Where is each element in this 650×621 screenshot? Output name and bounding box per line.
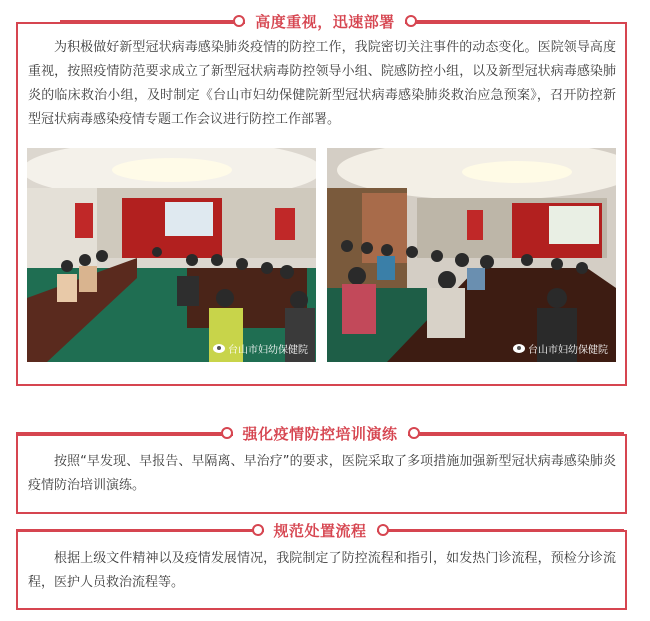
section-3-header [16,520,624,540]
circle-ornament-icon [233,15,245,27]
section-2-header [16,423,624,443]
wechat-icon [213,344,225,353]
divider [60,20,233,22]
meeting-photo-1 [27,148,316,362]
section-1-text: 为积极做好新型冠状病毒感染肺炎疫情的防控工作，我院密切关注事件的动态变化。医院领导高度重视，按照疫情防范要求成立了新型冠状病毒防控领导小组、院感防控小组，以及新型冠状病毒感染肺炎的临床救治小组，及时制定《台山市妇幼保健院新型冠状病毒感染肺炎救治应急预案》，召开防控新型冠状病毒感染疫情专题工作会议进行防控工作部署。 [28,40,616,127]
section-1-title: 高度重视，迅速部署 [245,11,405,32]
wechat-icon [513,344,525,353]
divider [16,529,252,531]
watermark-text: 台山市妇幼保健院 [528,345,608,356]
section-3-text: 根据上级文件精神以及疫情发展情况，我院制定了防控流程和指引，如发热门诊流程，预检分诊流程，医护人员救治流程等。 [28,551,616,590]
watermark-text: 台山市妇幼保健院 [228,345,308,356]
section-2-title: 强化疫情防控培训演练 [233,423,408,444]
circle-ornament-icon [377,524,389,536]
divider [417,20,590,22]
photo-2-watermark [513,341,608,356]
section-3-title: 规范处置流程 [264,520,377,541]
divider [420,432,625,434]
circle-ornament-icon [408,427,420,439]
divider [389,529,625,531]
meeting-room-illustration [27,148,316,362]
meeting-photo-2 [327,148,616,362]
divider [16,432,221,434]
meeting-room-illustration [327,148,616,362]
section-2-text: 按照“早发现、早报告、早隔离、早治疗”的要求，医院采取了多项措施加强新型冠状病毒感染肺炎疫情防治培训演练。 [28,454,616,493]
circle-ornament-icon [221,427,233,439]
photo-1-watermark [213,341,308,356]
circle-ornament-icon [405,15,417,27]
circle-ornament-icon [252,524,264,536]
section-1-header [60,11,590,31]
